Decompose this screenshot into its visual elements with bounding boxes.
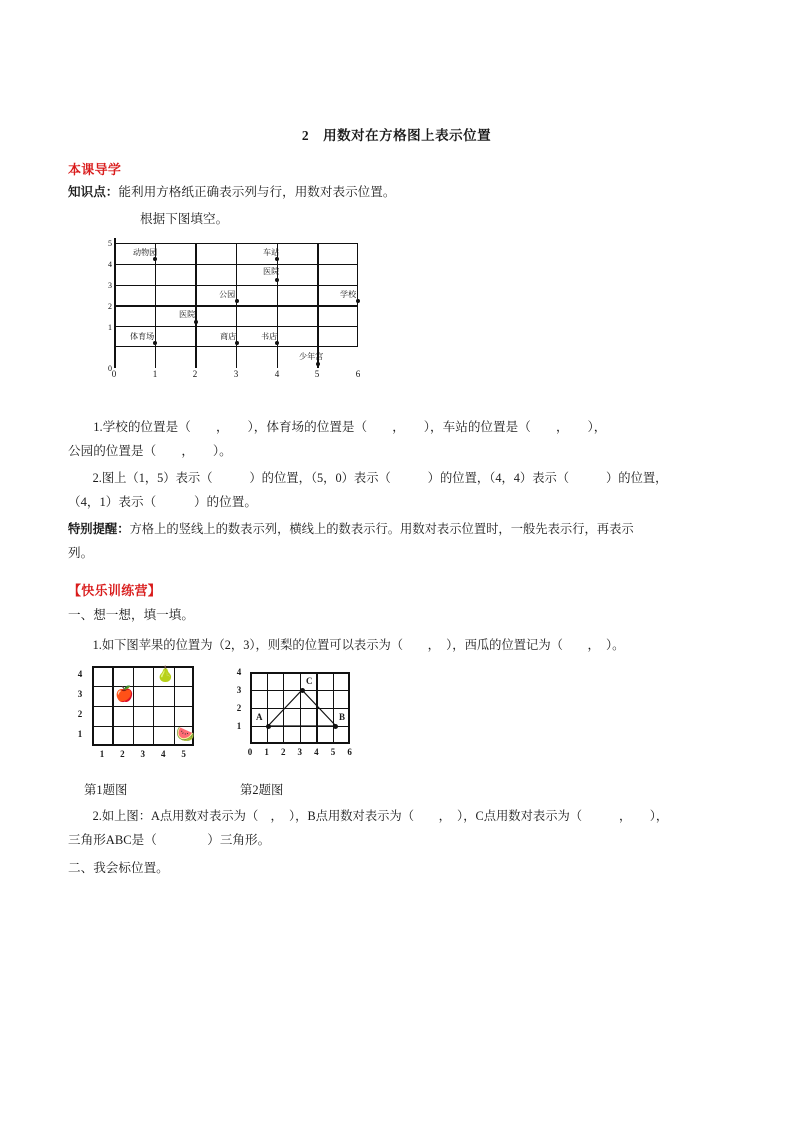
figure2-xtick: 4 xyxy=(160,749,166,759)
figure1-xtick: 5 xyxy=(314,369,320,379)
question-1-line-2: 公园的位置是（ ， ）。 xyxy=(68,444,232,458)
tip-text-1: 方格上的竖线上的数表示列，横线上的数表示行。用数对表示位置时，一般先表示行，再表示 xyxy=(129,522,634,536)
figure1-xtick: 1 xyxy=(152,369,158,379)
figure1-label-park: 公园 xyxy=(219,289,236,300)
figure1-ytick: 0 xyxy=(108,364,112,373)
figure1-ytick: 5 xyxy=(108,239,112,248)
figure1-vline xyxy=(236,243,237,368)
figure2-xtick: 3 xyxy=(140,749,146,759)
watermelon-icon: 🍉 xyxy=(176,727,195,743)
figure2-ytick: 2 xyxy=(77,709,83,719)
triangle-abc-shape xyxy=(222,664,372,764)
figure3-point-a xyxy=(266,724,271,729)
figure2-xtick: 2 xyxy=(120,749,125,759)
figure3-ytick: 3 xyxy=(236,685,242,695)
figure-triangle-grid xyxy=(222,664,372,764)
figure2-vline xyxy=(133,666,134,746)
figure3-xtick: 6 xyxy=(347,747,352,757)
knowledge-point-row xyxy=(68,184,395,201)
figure3-xtick: 4 xyxy=(314,747,319,757)
tip-label: 特别提醒： xyxy=(68,522,130,536)
figure3-xtick: 1 xyxy=(264,747,269,757)
figure2-hline xyxy=(92,706,194,707)
pear-icon: 🍐 xyxy=(156,667,175,683)
figure-fruit-grid xyxy=(64,664,204,764)
figure3-label-a: A xyxy=(256,712,263,722)
figure3-xtick: 0 xyxy=(247,747,253,757)
figure3-ytick: 2 xyxy=(236,703,242,713)
figure-caption-2: 第2题图 xyxy=(240,783,284,797)
question-2-line-2: （4，1）表示（ ）的位置。 xyxy=(68,495,257,509)
figure1-ytick: 4 xyxy=(108,260,112,269)
figure2-ytick: 4 xyxy=(77,669,83,679)
figure1-point-school xyxy=(356,299,360,303)
figure3-xtick: 3 xyxy=(297,747,303,757)
figure-caption-1: 第1题图 xyxy=(84,783,128,797)
figure2-vline xyxy=(112,666,113,746)
figure3-xtick: 2 xyxy=(280,747,286,757)
figure3-label-c: C xyxy=(306,676,313,686)
figure1-xtick: 4 xyxy=(274,369,280,379)
figure1-ytick: 2 xyxy=(108,302,112,311)
apple-icon: 🍎 xyxy=(115,687,134,703)
figure3-xtick: 5 xyxy=(330,747,336,757)
figure1-vline xyxy=(317,243,318,368)
training-q2-line-1: 2.如上图：A点用数对表示为（ ， ），B点用数对表示为（ ， ），C点用数对表示为（ ， ）， xyxy=(68,809,669,823)
figure1-vline xyxy=(277,243,278,368)
tip-line-2: 列。 xyxy=(68,546,94,560)
figure-location-grid xyxy=(96,238,361,383)
tip-line-1 xyxy=(68,521,634,538)
title-number: 2 xyxy=(301,128,310,143)
figure1-ytick: 1 xyxy=(108,323,112,332)
figure3-point-c xyxy=(300,688,305,693)
page-title xyxy=(0,124,793,144)
figure1-label-childrens-palace: 少年宫 xyxy=(299,351,324,362)
figure3-ytick: 1 xyxy=(236,721,242,731)
figure1-point-hospital-upper xyxy=(275,278,279,282)
figure3-label-b: B xyxy=(339,712,346,722)
figure1-point-hospital xyxy=(194,320,198,324)
figure3-ytick: 4 xyxy=(236,667,242,677)
figure1-label-shop: 商店 xyxy=(220,331,237,342)
question-1-line-1: 1.学校的位置是（ ， ），体育场的位置是（ ， ），车站的位置是（ ， ）， xyxy=(68,420,607,434)
figure1-label-hospital-upper: 医院 xyxy=(263,266,280,277)
part-two-heading: 二、我会标位置。 xyxy=(68,861,169,875)
figure1-label-zoo: 动物园 xyxy=(133,247,158,258)
figure1-point-park xyxy=(235,299,239,303)
figure1-vline xyxy=(195,243,196,368)
knowledge-instruction: 根据下图填空。 xyxy=(140,212,229,226)
figure1-label-stadium: 体育场 xyxy=(130,331,155,342)
figure2-hline xyxy=(92,686,194,687)
figure1-label-school: 学校 xyxy=(340,289,357,300)
figure2-xtick: 5 xyxy=(181,749,186,759)
training-q2-line-2: 三角形ABC是（ ）三角形。 xyxy=(68,833,271,847)
title-text: 用数对在方格图上表示位置 xyxy=(323,128,492,143)
part-one-heading: 一、想一想，填一填。 xyxy=(68,608,194,622)
section-heading-benkedaoxue: 本课导学 xyxy=(68,162,122,177)
figure1-point-childrens-palace xyxy=(316,362,320,366)
figure1-xtick: 3 xyxy=(233,369,239,379)
figure2-ytick: 3 xyxy=(77,689,83,699)
figure1-vline xyxy=(155,243,156,368)
question-2-line-1: 2.图上（1，5）表示（ ）的位置，（5，0）表示（ ）的位置，（4，4）表示（ ）的位置， xyxy=(68,471,668,485)
figure2-ytick: 1 xyxy=(77,729,83,739)
section-heading-kuaileyingxunlian: 【快乐训练营】 xyxy=(68,583,162,598)
figure2-vline xyxy=(153,666,154,746)
figure2-xtick: 1 xyxy=(99,749,105,759)
knowledge-point-label: 知识点： xyxy=(68,185,119,199)
figure1-xtick: 6 xyxy=(355,369,361,379)
figure1-ytick: 3 xyxy=(108,281,112,290)
knowledge-point-text: 能利用方格纸正确表示列与行，用数对表示位置。 xyxy=(118,185,396,199)
figure3-point-b xyxy=(333,724,338,729)
figure1-xtick: 2 xyxy=(192,369,198,379)
training-q1-line-1: 1.如下图苹果的位置为（2，3），则梨的位置可以表示为（ ， ），西瓜的位置记为（ ， ）。 xyxy=(68,638,625,652)
figure1-label-bookstore: 书店 xyxy=(261,331,278,342)
figure1-label-station: 车站 xyxy=(263,247,280,258)
figure1-xtick: 0 xyxy=(111,369,117,379)
figure1-label-hospital: 医院 xyxy=(179,309,196,320)
